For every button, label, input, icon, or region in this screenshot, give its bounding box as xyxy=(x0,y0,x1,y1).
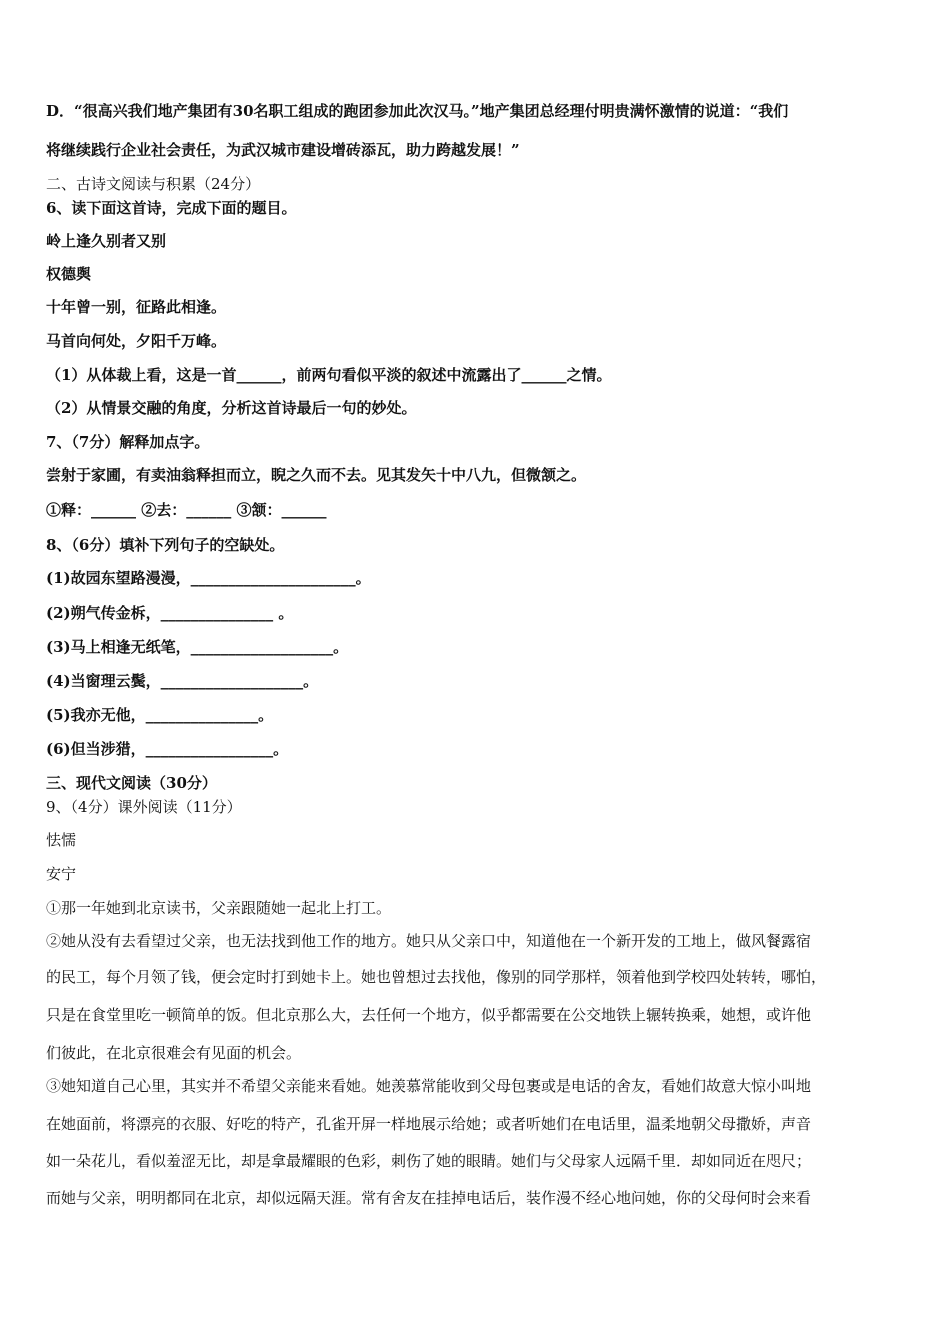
question-7-prompt: 7、（7分）解释加点字。 xyxy=(46,433,210,451)
fill-blank-2: (2)朔气传金柝，_______________ 。 xyxy=(46,604,294,622)
paragraph-2-line-2: 的民工，每个月领了钱，便会定时打到她卡上。她也曾想过去找他，像别的同学那样，领着他到学校四处转转，哪怕， xyxy=(46,968,827,986)
paragraph-3-line-3: 如一朵花儿，看似羞涩无比，却是拿最耀眼的色彩，刺伤了她的眼睛。她们与父母家人远隔千里．却如同近在咫尺； xyxy=(46,1152,812,1170)
question-7-passage: 尝射于家圃，有卖油翁释担而立，睨之久而不去。见其发矢十中八九，但微颔之。 xyxy=(46,466,587,484)
fill-blank-5: (5)我亦无他，_______________。 xyxy=(46,706,274,724)
paragraph-3-line-4: 而她与父亲，明明都同在北京，却似远隔天涯。常有舍友在挂掉电话后，装作漫不经心地问她，你的父母何时会来看 xyxy=(46,1189,812,1207)
poem-title: 岭上逢久别者又别 xyxy=(46,232,167,250)
question-6-part-2: （2）从情景交融的角度，分析这首诗最后一句的妙处。 xyxy=(46,399,417,417)
paragraph-2-line-1: ②她从没有去看望过父亲，也无法找到他工作的地方。她只从父亲口中，知道他在一个新开发的工地上，做风餐露宿 xyxy=(46,932,812,950)
paragraph-3-line-2: 在她面前，将漂亮的衣服、好吃的特产，孔雀开屏一样地展示给她；或者听她们在电话里，温柔地朝父母撒娇，声音 xyxy=(46,1115,812,1133)
paragraph-3-line-1: ③她知道自己心里，其实并不希望父亲能来看她。她羡慕常能收到父母包裹或是电话的舍友，看她们故意大惊小叫地 xyxy=(46,1077,812,1095)
section-heading-3: 三、现代文阅读（30分） xyxy=(46,774,217,792)
paragraph-2-line-3: 只是在食堂里吃一顿简单的饭。但北京那么大，去任何一个地方，似乎都需要在公交地铁上辗转换乘，她想，或许他 xyxy=(46,1006,812,1024)
poem-line-1: 十年曾一别，征路此相逢。 xyxy=(46,298,227,316)
question-6-part-1: （1）从体裁上看，这是一首______，前两句看似平淡的叙述中流露出了______之情。 xyxy=(46,366,612,384)
poem-author: 权德舆 xyxy=(46,265,92,283)
fill-blank-4: (4)当窗理云鬓，___________________。 xyxy=(46,672,319,690)
paragraph-1: ①那一年她到北京读书，父亲跟随她一起北上打工。 xyxy=(46,899,392,917)
section-heading-2: 二、古诗文阅读与积累（24分） xyxy=(46,175,261,193)
question-7-blanks: ①释：______ ②去：______ ③颔：______ xyxy=(46,501,327,519)
question-9-prompt: 9、（4分）课外阅读（11分） xyxy=(46,798,242,816)
question-8-prompt: 8、（6分）填补下列句子的空缺处。 xyxy=(46,536,285,554)
article-title: 怯懦 xyxy=(46,831,77,849)
fill-blank-3: (3)马上相逢无纸笔，___________________。 xyxy=(46,638,349,656)
question-6-prompt: 6、读下面这首诗，完成下面的题目。 xyxy=(46,199,297,217)
paragraph-2-line-4: 们彼此，在北京很难会有见面的机会。 xyxy=(46,1044,302,1062)
fill-blank-6: (6)但当涉猎，_________________。 xyxy=(46,740,289,758)
poem-line-2: 马首向何处，夕阳千万峰。 xyxy=(46,332,227,350)
option-d-line-1: D．“很高兴我们地产集团有30名职工组成的跑团参加此次汉马。”地产集团总经理付明贵满怀激情的说道：“我们 xyxy=(46,102,789,120)
fill-blank-1: (1)故园东望路漫漫，______________________。 xyxy=(46,569,371,587)
article-author: 安宁 xyxy=(46,865,77,883)
option-d-line-2: 将继续践行企业社会责任，为武汉城市建设增砖添瓦，助力跨越发展！” xyxy=(46,141,520,159)
